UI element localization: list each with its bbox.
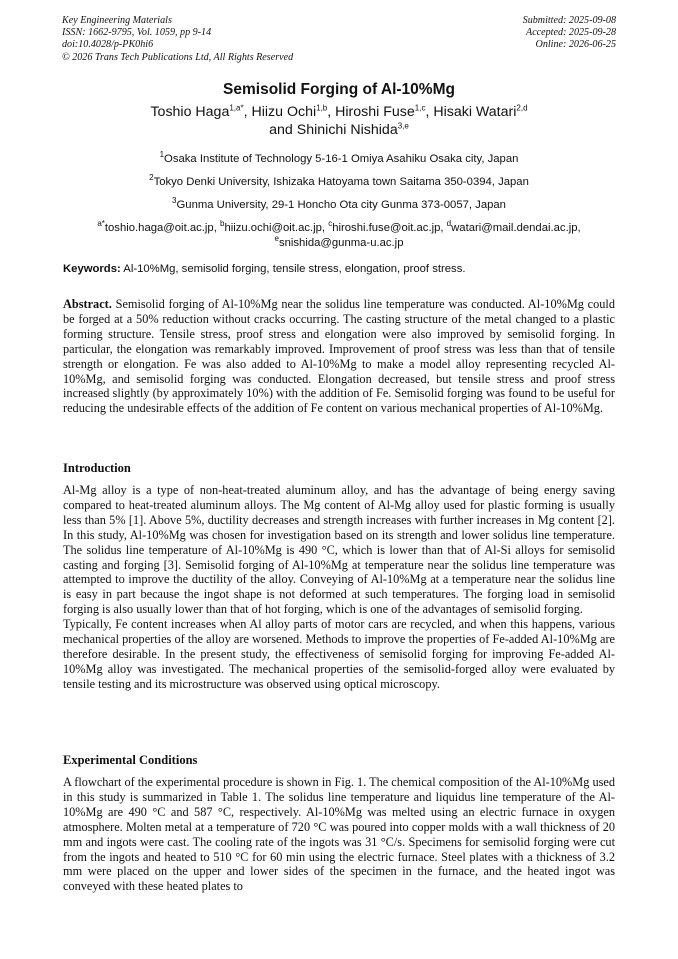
email-sup: a* [97, 219, 105, 229]
journal-name: Key Engineering Materials [62, 15, 172, 26]
introduction-body [63, 483, 615, 692]
abstract-text: Semisolid forging of Al-10%Mg near the solidus line temperature was conducted. Al-10%Mg could be forged at a 50% reduction without cracks occurring. The casting structure of the metal changed to a plastic forming structure. Tensile stress, proof stress and elongation were also improved by semisolid forging. In particular, the elongation was remarkably improved. Improvement of proof stress was less than that of tensile strength or elongation. Fe was also added to Al-10%Mg to make a model alloy representing recycled Al-10%Mg, and semisolid forging was conducted. Elongation decreased, but tensile stress and proof stress increased slightly (by approximately 10%) with the addition of Fe. Semisolid forging was found to be useful for reducing the undesirable effects of the addition of Fe content on various mechanical properties of Al-10%Mg. [63, 297, 615, 416]
online-date: Online: 2026-06-25 [535, 39, 616, 51]
author-affil-sup: 1,a* [229, 103, 244, 113]
affil-sup: 3 [172, 196, 177, 206]
author-name: Hiizu Ochi [251, 104, 317, 120]
paragraph: Typically, Fe content increases when Al alloy parts of motor cars are recycled, and when this happens, various mechanical properties of the alloy are worsened. Methods to improve the properties of Fe-added Al-10%Mg are therefore desirable. In the present study, the effectiveness of semisolid forging for improving Fe-added Al-10%Mg alloy was investigated. The mechanical properties of the semisolid-forged alloy were evaluated by tensile testing and its microstructure was observed using optical microscopy. [63, 617, 615, 691]
paragraph: Al-Mg alloy is a type of non-heat-treated aluminum alloy, and has the advantage of being energy saving compared to heat-treated aluminum alloys. The Mg content of Al-Mg alloy used for plastic forming is usually less than 5% [1]. Above 5%, ductility decreases and strength increases with further increases in Mg content [2]. In this study, Al-10%Mg was chosen for investigation based on its strength and lower solidus line temperature. The solidus line temperature of Al-10%Mg is 490 °C, which is lower than that of Al-Si alloys for semisolid casting and forging [3]. Semisolid forging of Al-10%Mg at temperature near the solidus line temperature was attempted to improve the ductility of the alloy. Conveying of Al-10%Mg at a temperature near the solidus line is easy in part because the ingot shape is not deformed at such temperatures. The forging load in semisolid forging is also usually lower than that of hot forging, which is one of the advantages of semisolid forging. [63, 483, 615, 617]
email-sup: c [328, 219, 333, 229]
email-sup: b [219, 219, 225, 229]
affiliation [40, 152, 638, 166]
affil-sup: 2 [149, 173, 154, 183]
author-list [40, 103, 638, 139]
affil-text: Gunma University, 29-1 Honcho Ota city Gunma 373-0057, Japan [176, 199, 506, 211]
affil-text: Tokyo Denki University, Ishizaka Hatoyama town Saitama 350-0394, Japan [153, 176, 529, 188]
author-affil-sup: 2,d [516, 103, 528, 113]
email-sup: e [274, 234, 279, 244]
author-affil-sup: 3,e [397, 121, 409, 131]
title-block [40, 80, 638, 251]
header-left [62, 15, 293, 64]
email-list [40, 221, 638, 251]
email-link[interactable]: hiroshi.fuse@oit.ac.jp, [332, 222, 447, 234]
author-affil-sup: 1,b [316, 103, 328, 113]
author-affil-sup: 1,c [414, 103, 426, 113]
author-name: and Shinichi Nishida [269, 122, 398, 138]
doi: doi:10.4028/p-PK0hi6 [62, 39, 154, 51]
issn-volume: ISSN: 1662-9795, Vol. 1059, pp 9-14 [62, 27, 212, 39]
paper-title: Semisolid Forging of Al-10%Mg [223, 81, 455, 98]
keywords-label: Keywords: [63, 263, 121, 275]
affiliation [40, 175, 638, 189]
accepted-date: Accepted: 2025-09-28 [526, 27, 616, 39]
section-heading-experimental: Experimental Conditions [63, 753, 198, 767]
abstract-label: Abstract. [63, 297, 112, 311]
email-link[interactable]: snishida@gunma-u.ac.jp [278, 237, 404, 249]
email-sup: d [446, 219, 452, 229]
copyright: © 2026 Trans Tech Publications Ltd, All Rights Reserved [62, 51, 294, 63]
email-link[interactable]: hiizu.ochi@oit.ac.jp, [224, 222, 329, 234]
email-link[interactable]: toshio.haga@oit.ac.jp, [104, 222, 220, 234]
keywords [63, 263, 615, 275]
section-heading-introduction: Introduction [63, 461, 131, 475]
author-sep: , [425, 104, 434, 120]
experimental-body [63, 775, 615, 894]
author-sep: , [327, 104, 336, 120]
email-link[interactable]: watari@mail.dendai.ac.jp, [451, 222, 581, 234]
submitted-date: Submitted: 2025-09-08 [522, 15, 616, 26]
abstract [63, 297, 615, 416]
author-sep: , [243, 104, 252, 120]
author-name: Hisaki Watari [433, 104, 517, 120]
affil-sup: 1 [159, 150, 165, 160]
paragraph: A flowchart of the experimental procedure is shown in Fig. 1. The chemical composition of the Al-10%Mg used in this study is summarized in Table 1. The solidus line temperature and liquidus line temperature of the Al-10%Mg are 490 °C and 587 °C, respectively. Al-10%Mg was melted using an electric furnace in oxygen atmosphere. Molten metal at a temperature of 720 °C was poured into copper molds with a wall thickness of 20 mm and ingots were cast. The cooling rate of the ingots was 31 °C/s. Specimens for semisolid forging were cut from the ingots and heated to 510 °C for 60 min using the electric furnace. Steel plates with a thickness of 3.2 mm were placed on the upper and lower sides of the specimen in the furnace, and the heated ingot was conveyed with these heated plates to [63, 775, 615, 894]
keywords-text: Al-10%Mg, semisolid forging, tensile stress, elongation, proof stress. [120, 263, 466, 275]
affiliation [40, 198, 638, 212]
author-name: Toshio Haga [150, 104, 230, 120]
affil-text: Osaka Institute of Technology 5-16-1 Omiya Asahiku Osaka city, Japan [164, 153, 519, 165]
affiliations [40, 152, 638, 212]
header-right [523, 15, 616, 52]
author-name: Hiroshi Fuse [335, 104, 415, 120]
